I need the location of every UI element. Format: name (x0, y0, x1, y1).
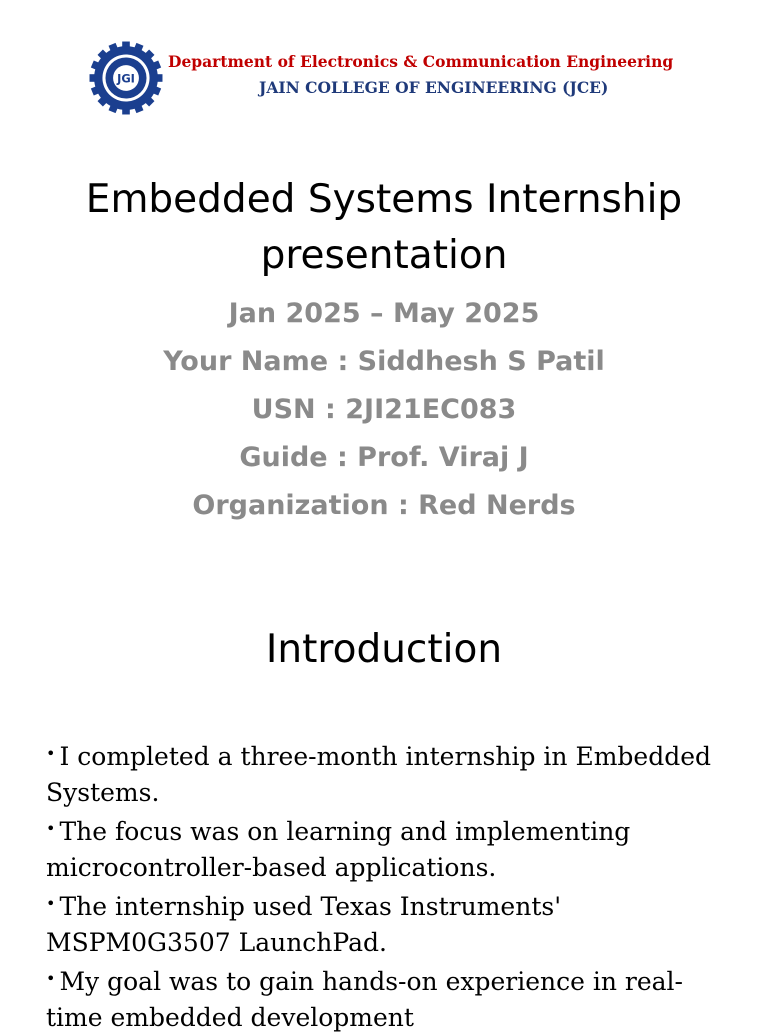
list-item (46, 961, 736, 1036)
slide-header (0, 0, 768, 140)
introduction-list (46, 736, 736, 1036)
student-usn: USN : 2JI21EC083 (251, 394, 517, 425)
student-name: Your Name : Siddhesh S Patil (163, 346, 605, 377)
list-item (46, 736, 736, 811)
list-item-text: The internship used Texas Instruments' MSPM0G3507 LaunchPad. (46, 892, 562, 957)
list-item-text: I completed a three-month internship in Embedded Systems. (46, 742, 712, 807)
guide-name: Guide : Prof. Viraj J (239, 442, 529, 473)
college-logo-icon (88, 40, 164, 116)
list-item-text: The focus was on learning and implementing microcontroller-based applications. (46, 817, 631, 882)
title-line-2: presentation (260, 233, 508, 278)
bullet-icon: • (46, 969, 56, 988)
presentation-title (0, 172, 768, 284)
bullet-icon: • (46, 894, 56, 913)
list-item-text: My goal was to gain hands-on experience in real-time embedded development (46, 967, 683, 1032)
list-item (46, 811, 736, 886)
list-item (46, 886, 736, 961)
bullet-icon: • (46, 819, 56, 838)
organization-name: Organization : Red Nerds (192, 490, 576, 521)
presentation-details (0, 292, 768, 532)
department-name: Department of Electronics & Communication Engineering (168, 52, 674, 71)
logo-text: JGI (117, 71, 135, 86)
internship-dates: Jan 2025 – May 2025 (228, 298, 540, 329)
college-name: JAIN COLLEGE OF ENGINEERING (JCE) (259, 78, 609, 97)
title-line-1: Embedded Systems Internship (85, 177, 683, 222)
introduction-heading: Introduction (265, 627, 503, 672)
bullet-icon: • (46, 744, 56, 763)
